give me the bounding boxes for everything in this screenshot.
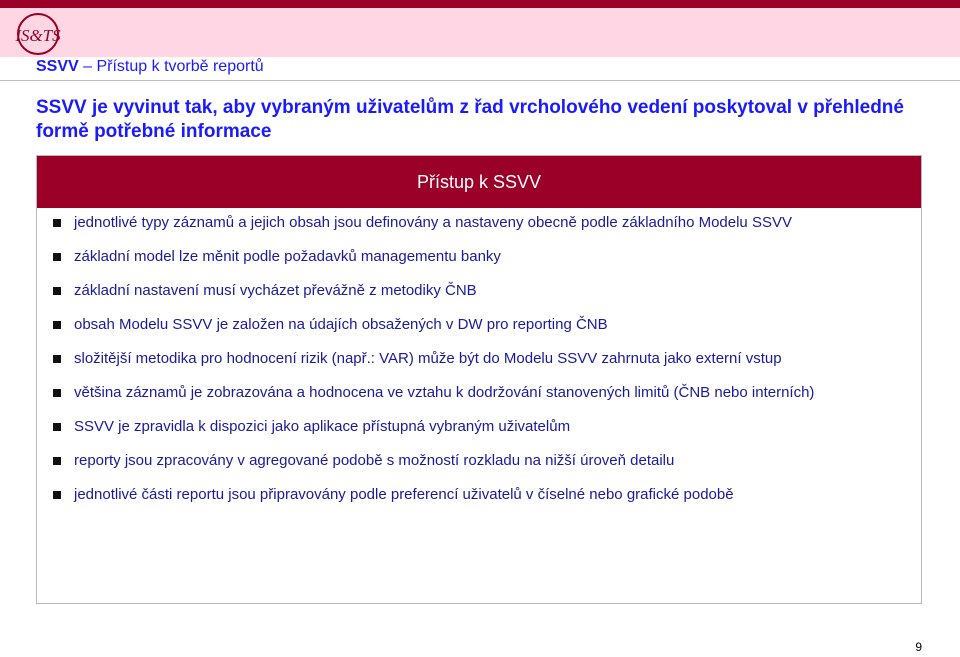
list-item: základní model lze měnit podle požadavků managementu banky xyxy=(53,247,913,267)
list-item: jednotlivé typy záznamů a jejich obsah jsou definovány a nastaveny obecně podle základního Modelu SSVV xyxy=(53,213,913,233)
square-bullet-icon xyxy=(53,389,61,397)
list-item: složitější metodika pro hodnocení rizik (např.: VAR) může být do Modelu SSVV zahrnuta jako externí vstup xyxy=(53,349,913,369)
square-bullet-icon xyxy=(53,253,61,261)
square-bullet-icon xyxy=(53,321,61,329)
header-divider xyxy=(0,80,960,81)
bullet-list xyxy=(53,213,913,519)
square-bullet-icon xyxy=(53,287,61,295)
header-subtitle: Přístup k tvorbě reportů xyxy=(96,58,264,75)
logo-text: IS&TS xyxy=(15,26,61,45)
list-item: základní nastavení musí vycházet převážně z metodiky ČNB xyxy=(53,281,913,301)
list-item: SSVV je zpravidla k dispozici jako aplikace přístupná vybraným uživatelům xyxy=(53,417,913,437)
page-number: 9 xyxy=(915,640,922,654)
box-title: Přístup k SSVV xyxy=(37,156,921,208)
square-bullet-icon xyxy=(53,355,61,363)
header-band xyxy=(0,8,960,57)
top-stripe xyxy=(0,0,960,8)
page-heading: SSVV je vyvinut tak, aby vybraným uživatelům z řad vrcholového vedení poskytoval v přehledné formě potřebné informace xyxy=(36,97,904,142)
square-bullet-icon xyxy=(53,219,61,227)
list-item: reporty jsou zpracovány v agregované podobě s možností rozkladu na nižší úroveň detailu xyxy=(53,451,913,471)
square-bullet-icon xyxy=(53,491,61,499)
header-title: SSVV – Přístup k tvorbě reportů xyxy=(36,58,264,75)
header-brand: SSVV xyxy=(36,58,79,75)
logo-icon xyxy=(14,10,64,56)
list-item: jednotlivé části reportu jsou připravovány podle preferencí uživatelů v číselné nebo grafické podobě xyxy=(53,485,913,505)
square-bullet-icon xyxy=(53,423,61,431)
list-item: obsah Modelu SSVV je založen na údajích obsažených v DW pro reporting ČNB xyxy=(53,315,913,335)
content-box xyxy=(36,155,922,604)
list-item: většina záznamů je zobrazována a hodnocena ve vztahu k dodržování stanovených limitů (ČNB nebo interních) xyxy=(53,383,913,403)
square-bullet-icon xyxy=(53,457,61,465)
